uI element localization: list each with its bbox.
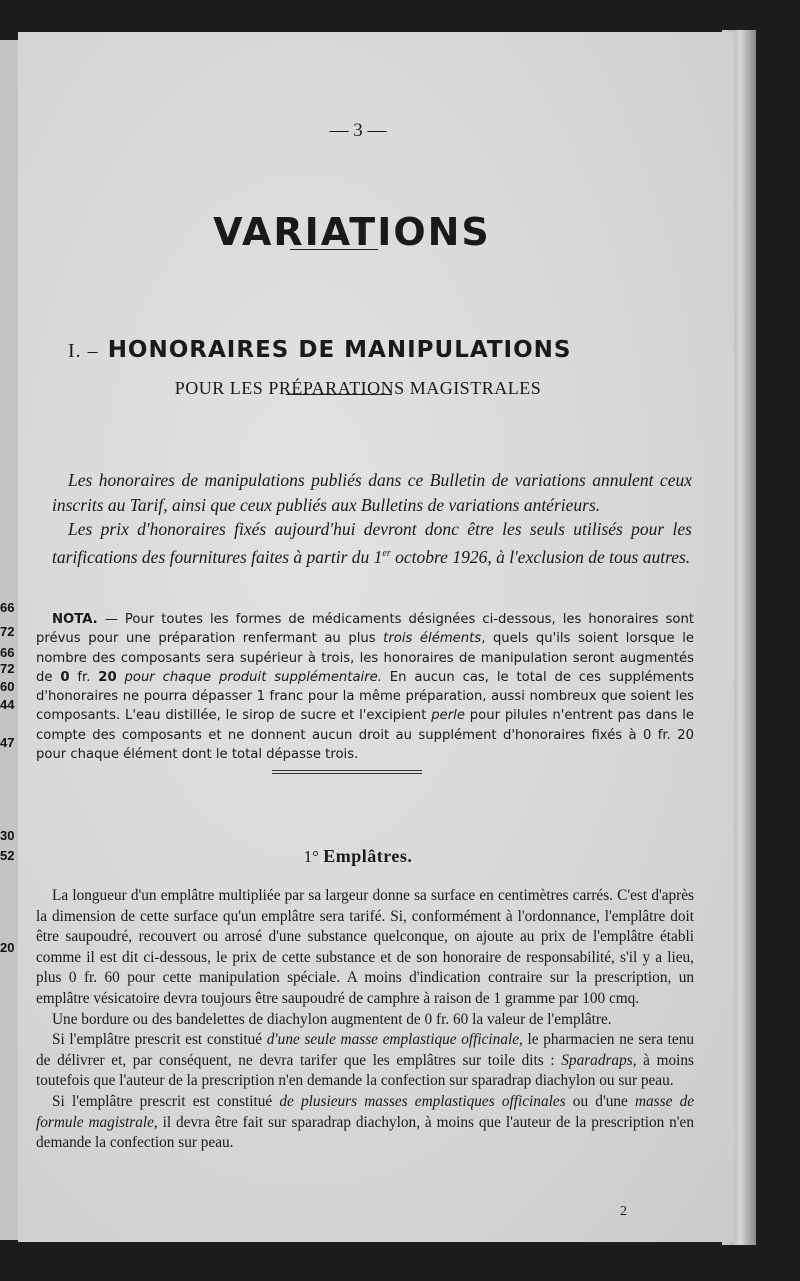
body-paragraph	[36, 1092, 694, 1154]
page-title: VARIATIONS	[213, 210, 491, 254]
body-text: Si l'emplâtre prescrit est constitué	[52, 1031, 267, 1049]
intro-paragraph: Les honoraires de manipulations publiés dans ce Bulletin de variations annulent ceux inscrits au Tarif, ainsi que ceux publiés aux Bulletins de variations antérieurs.	[52, 470, 692, 515]
margin-number: 44	[0, 697, 15, 712]
nota-text: fr.	[69, 669, 99, 685]
margin-number: 60	[0, 679, 15, 694]
body-text: , le pharmacien ne sera tenu de délivrer et, par conséquent, ne devra tarifer que les emplâtres sur toile dits :	[36, 1031, 695, 1069]
nota-text	[117, 670, 125, 685]
footer-signature-number: 2	[620, 1204, 627, 1219]
adjacent-page-strip	[0, 40, 20, 1240]
section-divider	[272, 770, 422, 776]
nota-italic: pour chaque produit supplémentaire.	[124, 669, 382, 685]
superscript: er	[382, 547, 391, 559]
margin-number: 20	[0, 940, 15, 955]
title-rule	[290, 249, 378, 250]
nota-text: , quels qu'ils soient lorsque le nombre des composants sera supérieur à trois, les honoraires de manipulation seront augmentés de	[36, 631, 694, 685]
body-paragraph	[36, 1030, 694, 1092]
section-title	[68, 337, 668, 363]
body-text: Si l'emplâtre prescrit est constitué	[52, 1092, 280, 1110]
section-subtitle: POUR LES PRÉPARATIONS MAGISTRALES	[174, 378, 542, 398]
nota-text: En aucun cas, le total de ces suppléments d'honoraires ne pourra dépasser 1 franc pour la même préparation, aussi nombreux que soient les composants. L'eau distillée, le sirop de sucre et l'excipient	[36, 669, 694, 724]
body-text: , il devra être fait sur sparadrap diachylon, à moins que l'auteur de la prescription n'en demande la confection sur peau.	[36, 1113, 694, 1152]
margin-number: 66	[0, 645, 15, 660]
intro-paragraphs	[52, 468, 692, 569]
subsection-heading	[18, 846, 698, 867]
body-italic: d'une seule masse emplastique officinale	[266, 1031, 520, 1049]
intro-paragraph	[52, 517, 692, 569]
intro-text: Les prix d'honoraires fixés aujourd'hui devront donc être les seuls utilisés pour les tarifications des fournitures faites à partir du 1	[52, 519, 692, 567]
body-paragraph: Une bordure ou des bandelettes de diachylon augmentent de 0 fr. 60 la valeur de l'emplâtre.	[52, 1010, 612, 1028]
nota-text: — Pour toutes les formes de médicaments désignées ci-dessous, les honoraires sont prévus pour une préparation renfermant au plus	[36, 612, 694, 647]
section-title-text: HONORAIRES DE MANIPULATIONS	[107, 337, 572, 363]
body-paragraphs	[36, 886, 694, 1154]
body-italic: de plusieurs masses emplastiques officinales	[279, 1092, 566, 1110]
nota-block	[36, 610, 694, 764]
intro-text: octobre 1926, à l'exclusion de tous autres.	[390, 546, 691, 567]
nota-italic: perle	[431, 708, 465, 724]
body-italic: masse de formule magistrale	[36, 1092, 695, 1131]
subtitle-rule	[286, 394, 392, 395]
margin-number: 72	[0, 661, 15, 676]
margin-number: 47	[0, 735, 15, 750]
subsection-number: 1°	[303, 847, 319, 866]
nota-bold: 20	[98, 669, 117, 685]
page-number: — 3 —	[329, 120, 387, 141]
margin-number: 72	[0, 624, 15, 639]
subsection-title: Emplâtres.	[323, 846, 413, 866]
nota-label: NOTA.	[52, 612, 98, 627]
body-text: , à moins toutefois que l'auteur de la prescription n'en demande la confection sur sparadrap diachylon ou sur peau.	[36, 1051, 694, 1090]
document-page	[18, 32, 734, 1242]
body-italic: Sparadraps	[561, 1051, 633, 1069]
section-number: I. –	[68, 340, 99, 362]
body-text: ou d'une	[565, 1092, 635, 1110]
body-paragraph: La longueur d'un emplâtre multipliée par sa largeur donne sa surface en centimètres carrés. C'est d'après la dimension de cette surface qu'un emplâtre sera tarifé. Si, conformément à l'ordonnance, l'emplâtre doit être saupoudré, recouvert ou arrosé d'une substance quelconque, on ajoute au prix de l'emplâtre établi comme il est dit ci-dessous, le prix de cette substance et de son honoraire de responsabilité, s'il y a lieu, plus 0 fr. 60 pour cette manipulation spéciale. A moins d'indication contraire sur la prescription, un emplâtre vésicatoire devra toujours être saupoudré de camphre à raison de 1 gramme par 100 cmq.	[36, 887, 694, 1007]
margin-number: 66	[0, 600, 15, 615]
nota-bold: 0	[60, 669, 70, 685]
nota-paragraph	[36, 610, 694, 764]
margin-number: 30	[0, 828, 15, 843]
margin-number: 52	[0, 848, 15, 863]
nota-italic: trois éléments	[383, 631, 482, 647]
nota-text: pour pilules n'entrent pas dans le compte des composants et ne donnent aucun droit au supplément d'honoraires fixés à 0 fr. 20 pour chaque élément dont le total dépasse trois.	[36, 708, 694, 763]
